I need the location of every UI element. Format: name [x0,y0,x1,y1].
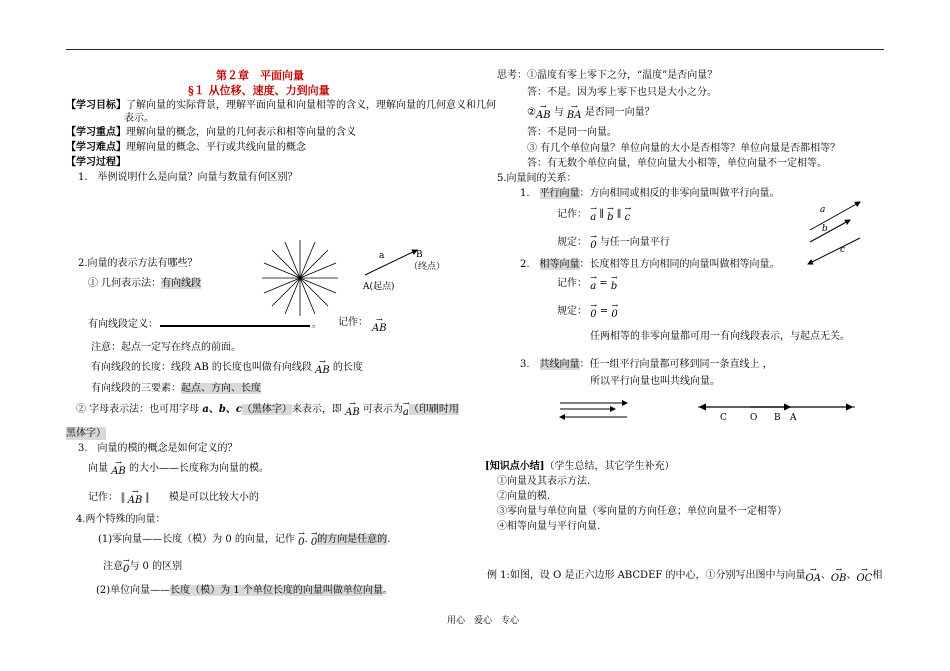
learning-difficulty: 【学习难点】理解向量的概念、平行或共线向量的概念 [66,142,306,153]
zero-vector: (1)零向量——长度（模）为 0 的向量，记作 → 0. → 0的方向是任意的. [98,530,390,549]
think-2: ②→ AB 与 → BA 是否同一向量？ [527,103,655,122]
question-3: 3. 向量的模的概念是如何定义的？ [78,443,238,454]
parallel-label-b: b [822,224,828,234]
section-title: §１ 从位移、速度、力到向量 [188,84,330,97]
summary-heading: [知识点小结]（学生总结，其它学生补充） [485,461,675,472]
parallel-rule: 规定： → 0 与任一向量平行 [557,233,670,252]
collinear-arrows-diagram [555,395,635,425]
chapter-title: 第２章 平面向量 [216,69,304,82]
segment-label-b: B [416,250,423,260]
modulus-notation: 记作： | → AB | 模是可以比较大小的 [88,488,259,507]
question-1: 1. 举例说明什么是向量？向量与数量有何区别？ [78,172,298,183]
line-label-a: A [790,413,797,423]
parallel-vectors: 1. 平行向量：方向相同或相反的非零向量叫做平行向量。 [520,188,780,199]
learning-process: 【学习过程】 [66,157,126,168]
segment-notation: 记作： [338,317,368,328]
line-label-b: B [774,413,781,423]
vector-ab: → AB [372,316,387,335]
question-4: 4.两个特殊的向量： [76,514,166,525]
method-2-cont: 黑体字） [66,428,106,439]
question-2: 2.向量的表示方法有哪些？ [78,258,198,269]
parallel-vectors-diagram [800,190,870,270]
starburst-diagram [260,238,340,318]
method-1: ① 几何表示法：有向线段 [88,278,202,289]
header-rule [66,49,884,50]
parallel-label-a: a [820,205,826,215]
summary-item: ③零向量与单位向量（零向量的方向任意；单位向量不一定相等） [497,506,787,517]
summary-item: ①向量及其表示方法. [497,476,591,487]
answer-3: 答：有无数个单位向量，单位向量大小相等，单位向量不一定相等。 [527,158,827,169]
equal-rule: 规定： → 0 = → 0 [557,302,618,321]
collinear-vectors: 3. 共线向量：任一组平行向量都可移到同一条直线上 ， [520,359,773,370]
parallel-notation: 记作： → a ∥ → b ∥ → c [557,205,630,224]
vector-modulus: 向量 → AB 的大小——长度称为向量的模。 [88,459,269,478]
method-2: ② 字母表示法：也可用字母 a、b、c（黑体字）来表示，即 → AB 可表示为→ a（印刷时用 [76,400,459,419]
question-5: 5.向量间的关系： [497,173,577,184]
collinear-note: 所以平行向量也叫共线向量。 [590,376,720,387]
learning-goal-cont: 表示。 [124,113,154,124]
answer-1: 答：不是。因为零上零下也只是大小之分。 [527,87,717,98]
segment-label-a: a [379,251,385,261]
learning-goal: 【学习目标】了解向量的实际背景，理解平面向量和向量相等的含义，理解向量的几何意义和几何 [66,100,496,111]
directed-segment-diagram [355,240,455,300]
answer-2: 答：不是同一向量。 [527,127,617,138]
parallel-label-c: c [840,245,846,255]
segment-definition: 有向线段定义： 。 [88,316,322,331]
page-footer: 用心 爱心 专心 [447,616,520,626]
example-1: 例 1:如图，设 O 是正六边形 ABCDEF 的中心，①分别写出图中与向量→ OA、→ OB、→ OC相 [487,566,882,585]
unit-vector: (2)单位向量——长度（模）为 1 个单位长度的向量叫做单位向量。 [96,585,393,596]
line-label-c: C [720,413,727,423]
note-start-end: 注意：起点一定写在终点的前面。 [91,342,241,353]
three-elements: 有向线段的三要素：起点、方向、长度 [91,383,261,394]
segment-length: 有向线段的长度：线段 AB 的长度也叫做有向线段 → AB 的长度 [91,358,363,377]
equal-notation: 记作： → a = → b [557,274,617,293]
equal-vectors: 2. 相等向量：长度相等且方向相同的向量叫做相等向量。 [520,259,780,270]
collinear-line-diagram [690,396,860,426]
summary-item: ④相等向量与平行向量. [497,521,601,532]
think-1: 思考：①温度有零上零下之分，“温度”是否向量？ [497,70,718,81]
think-3: ③ 有几个单位向量？单位向量的大小是否相等？单位向量是否都相等？ [527,143,841,154]
line-label-o: O [750,413,758,423]
learning-key: 【学习重点】理解向量的概念，向量的几何表示和相等向量的含义 [66,127,356,138]
segment-label-start: A(起点) [363,282,395,292]
segment-label-end: （终点） [409,262,446,272]
summary-item: ②向量的模. [497,491,551,502]
equal-any-start: 任两相等的非零向量都可用一有向线段表示，与起点无关。 [590,331,850,342]
zero-vector-note: 注意→ 0与 0 的区别 [103,557,182,576]
